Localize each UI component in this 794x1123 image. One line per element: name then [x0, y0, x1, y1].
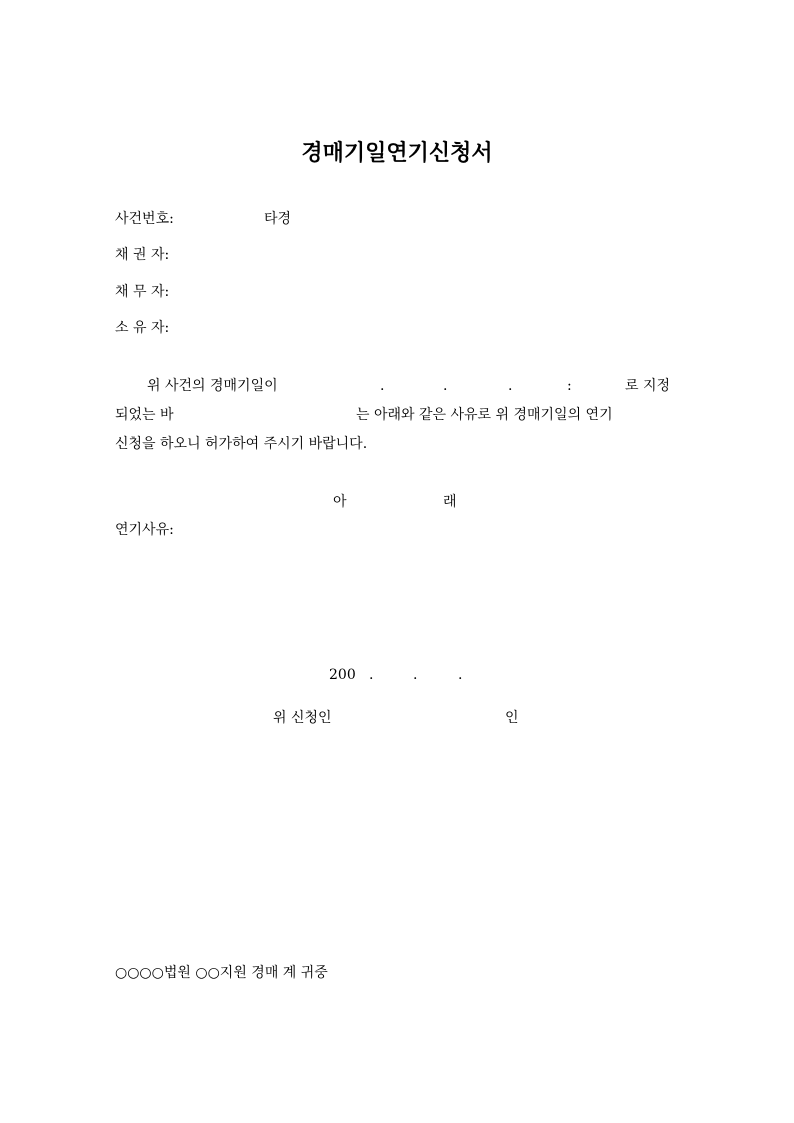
date-dot: . [413, 667, 418, 683]
paragraph-line1-start: 위 사건의 경매기일이 [147, 378, 278, 394]
paragraph-line3: 신청을 하오니 허가하여 주시기 바랍니다. [115, 436, 368, 452]
seal-mark: 인 [505, 710, 519, 726]
paragraph-line1-dot: . [380, 378, 385, 394]
paragraph-line1-dot: . [443, 378, 448, 394]
date-dot: . [458, 667, 463, 683]
paragraph-line1-end: 로 지정 [625, 378, 671, 394]
reason-label: 연기사유: [115, 522, 174, 538]
owner-label: 소 유 자: [115, 320, 170, 336]
paragraph-line2-end: 는 아래와 같은 사유로 위 경매기일의 연기 [356, 407, 613, 423]
court-addressee: ○○○○법원 ○○지원 경매 계 귀중 [115, 965, 328, 981]
paragraph-line1-dot: . [508, 378, 513, 394]
section-heading-part2: 래 [443, 494, 457, 510]
case-number-suffix: 타경 [264, 211, 292, 227]
creditor-label: 채 권 자: [115, 247, 170, 263]
applicant-label: 위 신청인 [273, 710, 332, 726]
section-heading-part1: 아 [333, 494, 347, 510]
document-title: 경매기일연기신청서 [301, 140, 493, 166]
case-number-label: 사건번호: [115, 211, 174, 227]
debtor-label: 채 무 자: [115, 284, 170, 300]
date-year: 200 [329, 667, 356, 683]
paragraph-line2-start: 되었는 바 [115, 407, 174, 423]
date-dot: . [369, 667, 374, 683]
paragraph-line1-colon: : [567, 378, 572, 394]
